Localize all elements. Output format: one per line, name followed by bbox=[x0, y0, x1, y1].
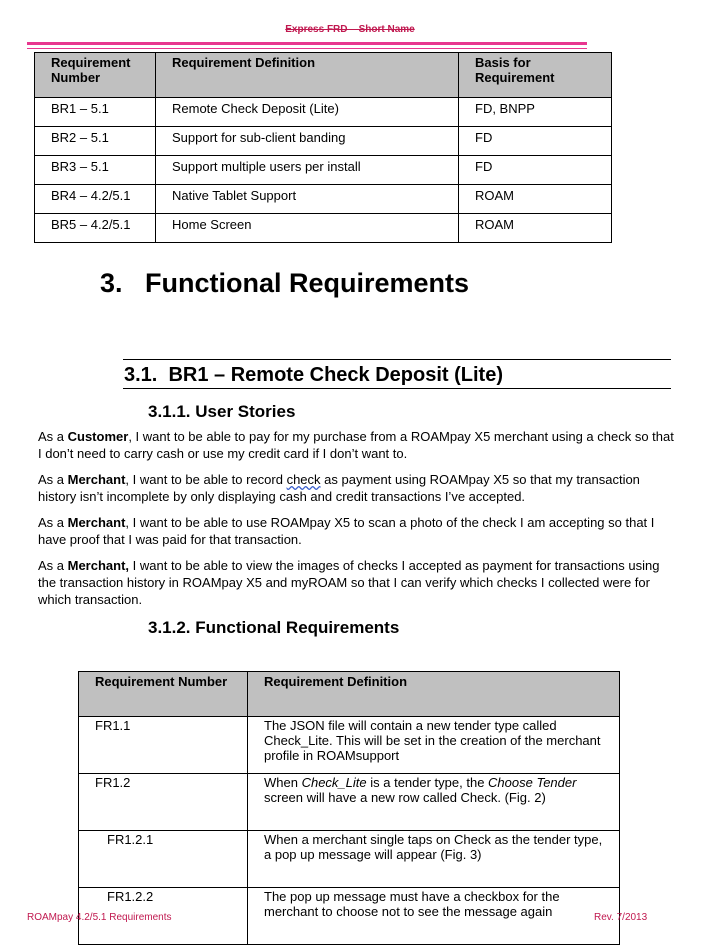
story-prefix: As a bbox=[38, 429, 68, 444]
table-cell: When a merchant single taps on Check as the tender type, a pop up message will appear (Fig. 3) bbox=[248, 831, 620, 888]
header-rule bbox=[27, 42, 587, 45]
cell-text: is a tender type, the bbox=[366, 775, 489, 790]
table-cell: Native Tablet Support bbox=[156, 185, 459, 214]
story-role: Merchant bbox=[67, 515, 126, 530]
column-header: Requirement Number bbox=[79, 672, 248, 717]
table-cell: The pop up message must have a checkbox for the merchant to choose not to see the message again bbox=[248, 888, 620, 945]
table-cell: BR5 – 4.2/5.1 bbox=[35, 214, 156, 243]
header-rule-thin bbox=[27, 48, 587, 49]
business-requirements-table bbox=[34, 52, 612, 243]
table-cell: FR1.2.1 bbox=[79, 831, 248, 888]
table-cell bbox=[248, 774, 620, 831]
cell-text-italic: Check_Lite bbox=[301, 775, 367, 790]
section-rule-top bbox=[123, 359, 671, 360]
table-cell: BR2 – 5.1 bbox=[35, 127, 156, 156]
story-text: , I want to be able to record bbox=[125, 472, 287, 487]
table-cell: FD bbox=[459, 127, 612, 156]
table-cell: FR1.2.2 bbox=[79, 888, 248, 945]
spellcheck-word: check bbox=[286, 472, 321, 487]
story-text: I want to be able to view the images of checks I accepted as payment for transactions using the transaction history in ROAMpay X5 and myROAM so that I can verify which checks I collected were for which transaction. bbox=[38, 558, 660, 607]
story-role: Merchant, bbox=[67, 558, 130, 573]
table-cell: Home Screen bbox=[156, 214, 459, 243]
table-cell: The JSON file will contain a new tender type called Check_Lite. This will be set in the creation of the merchant profile in ROAMsupport bbox=[248, 717, 620, 774]
table-cell: Remote Check Deposit (Lite) bbox=[156, 98, 459, 127]
story-role: Customer bbox=[67, 429, 129, 444]
table-row bbox=[35, 127, 612, 156]
section-heading-3-1-2: 3.1.2. Functional Requirements bbox=[148, 618, 400, 637]
table-cell: Support for sub-client banding bbox=[156, 127, 459, 156]
section-rule-bottom bbox=[123, 388, 671, 389]
table-cell: BR1 – 5.1 bbox=[35, 98, 156, 127]
section-heading-3-1: 3.1. BR1 – Remote Check Deposit (Lite) bbox=[124, 364, 503, 386]
table-row bbox=[35, 156, 612, 185]
story-text: , I want to be able to pay for my purchase from a ROAMpay X5 merchant using a check so that I don’t need to carry cash or use my credit card if I don’t want to. bbox=[38, 429, 674, 461]
table-row bbox=[79, 831, 620, 888]
story-role: Merchant bbox=[67, 472, 126, 487]
story-text: as payment using ROAMpay X5 so that my transaction history isn’t incomplete by only displaying cash and credit transactions I’ve accepted. bbox=[38, 472, 640, 504]
table-row bbox=[35, 214, 612, 243]
table-cell: ROAM bbox=[459, 214, 612, 243]
table-cell: FR1.1 bbox=[79, 717, 248, 774]
column-header: Requirement Definition bbox=[156, 53, 459, 98]
footer-left: ROAMpay 4.2/5.1 Requirements bbox=[27, 912, 172, 923]
table-cell: Support multiple users per install bbox=[156, 156, 459, 185]
table-cell: FD, BNPP bbox=[459, 98, 612, 127]
story-prefix: As a bbox=[38, 472, 68, 487]
cell-text-italic: Choose Tender bbox=[488, 775, 577, 790]
functional-requirements-table bbox=[78, 671, 620, 945]
table-cell: BR3 – 5.1 bbox=[35, 156, 156, 185]
column-header: Basis for Requirement bbox=[459, 53, 612, 98]
story-text: , I want to be able to use ROAMpay X5 to scan a photo of the check I am accepting so that I have proof that I was paid for that transaction. bbox=[38, 515, 655, 547]
table-cell: BR4 – 4.2/5.1 bbox=[35, 185, 156, 214]
cell-text: When bbox=[264, 775, 302, 790]
story-prefix: As a bbox=[38, 515, 68, 530]
table-row bbox=[35, 185, 612, 214]
section-heading-3-1-1: 3.1.1. User Stories bbox=[148, 402, 296, 421]
table-cell: FD bbox=[459, 156, 612, 185]
user-story-customer bbox=[38, 428, 678, 462]
table-row bbox=[79, 774, 620, 831]
table-header-row bbox=[35, 53, 612, 98]
column-header: Requirement Definition bbox=[248, 672, 620, 717]
cell-text: screen will have a new row called Check. (Fig. 2) bbox=[264, 790, 546, 805]
table-row bbox=[35, 98, 612, 127]
user-story-merchant-record bbox=[38, 471, 678, 505]
column-header: Requirement Number bbox=[35, 53, 156, 98]
document-header-title: Express FRD – Short Name bbox=[285, 24, 415, 35]
table-cell: FR1.2 bbox=[79, 774, 248, 831]
table-row bbox=[79, 717, 620, 774]
story-prefix: As a bbox=[38, 558, 68, 573]
section-heading-3: 3. Functional Requirements bbox=[100, 268, 470, 298]
table-cell: ROAM bbox=[459, 185, 612, 214]
user-story-merchant-view bbox=[38, 557, 678, 608]
footer-right: Rev. 7/2013 bbox=[594, 912, 648, 923]
table-header-row bbox=[79, 672, 620, 717]
user-story-merchant-scan bbox=[38, 514, 678, 548]
